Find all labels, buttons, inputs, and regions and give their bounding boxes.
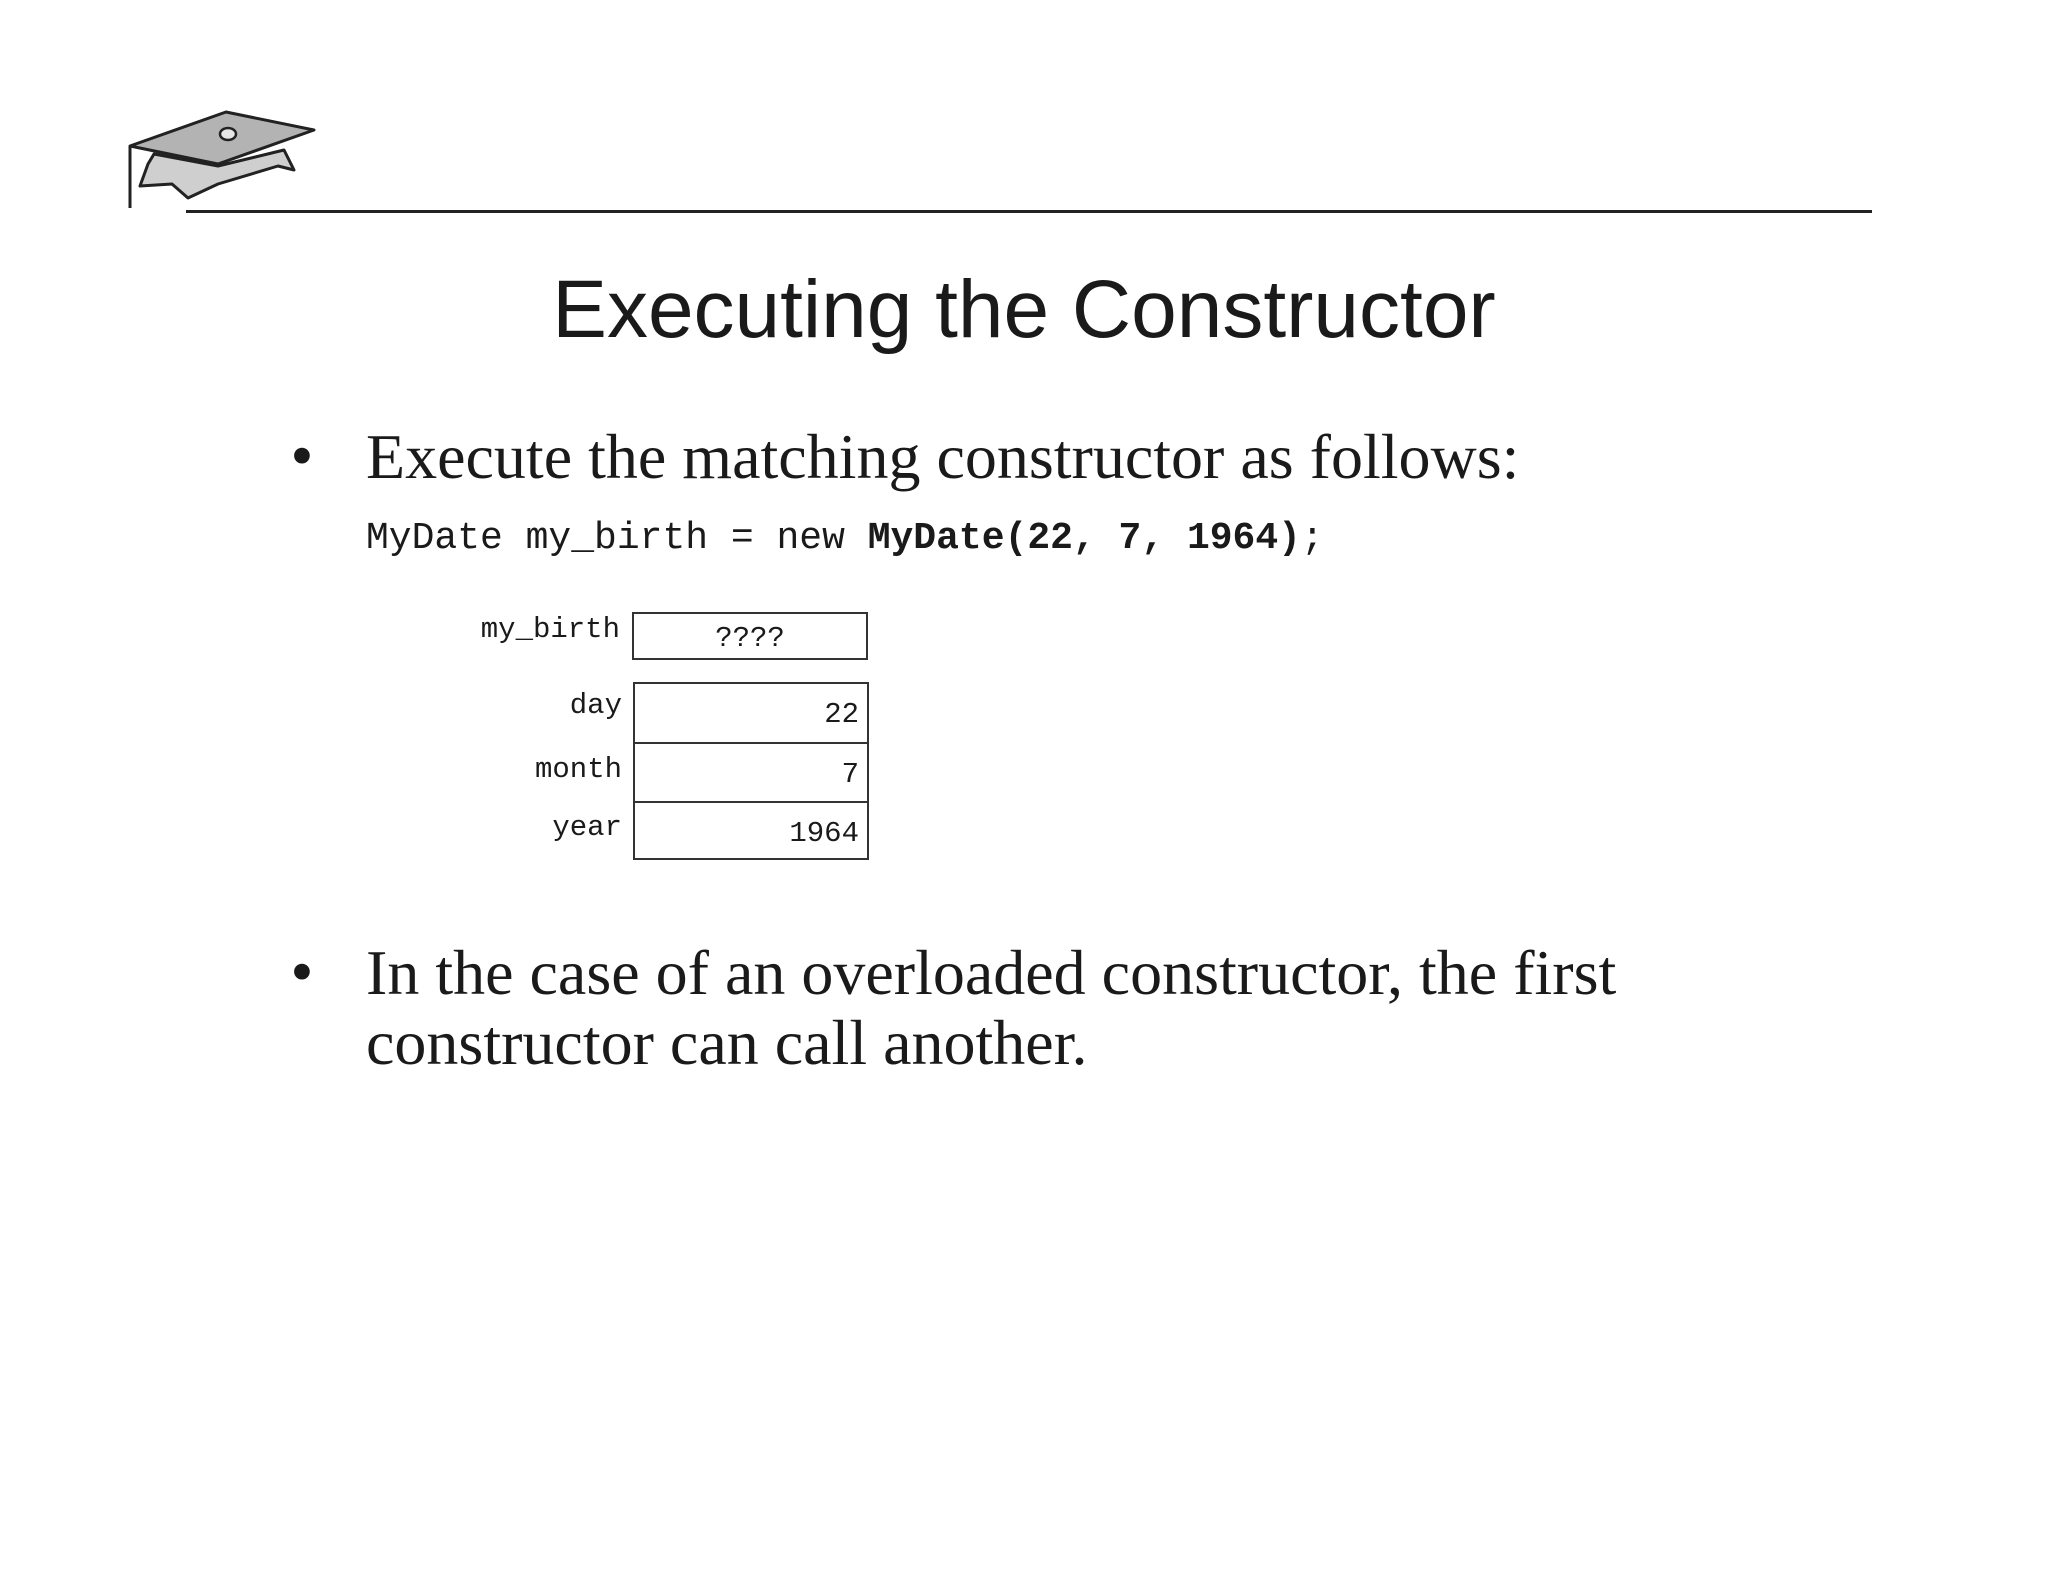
bullet-text [366,938,1616,1078]
reference-value-box [632,612,868,660]
code-suffix: ; [1300,517,1324,560]
header-rule [186,210,1872,213]
code-prefix: MyDate my_birth = new [366,517,868,560]
field-value-day: 22 [824,698,859,731]
field-value-year: 1964 [635,801,867,860]
bullet-text-line: constructor can call another. [366,1007,1088,1078]
code-statement [366,512,1324,566]
object-box [633,682,869,860]
field-value-month: 7 [635,742,867,801]
field-label-day: day [569,689,622,722]
graduation-cap-icon [126,108,326,212]
bullet-text: Execute the matching constructor as follows: [366,421,1520,492]
bullet-marker: • [286,942,318,1005]
reference-label: my_birth [480,613,620,646]
field-label-month: month [534,753,622,786]
bullet-text-line: In the case of an overloaded constructor, the first [366,937,1617,1008]
slide-title: Executing the Constructor [552,264,1496,355]
reference-value: ???? [715,622,785,655]
bullet-marker: • [286,426,318,489]
field-label-year: year [552,811,622,844]
code-constructor-call: MyDate(22, 7, 1964) [867,517,1301,560]
